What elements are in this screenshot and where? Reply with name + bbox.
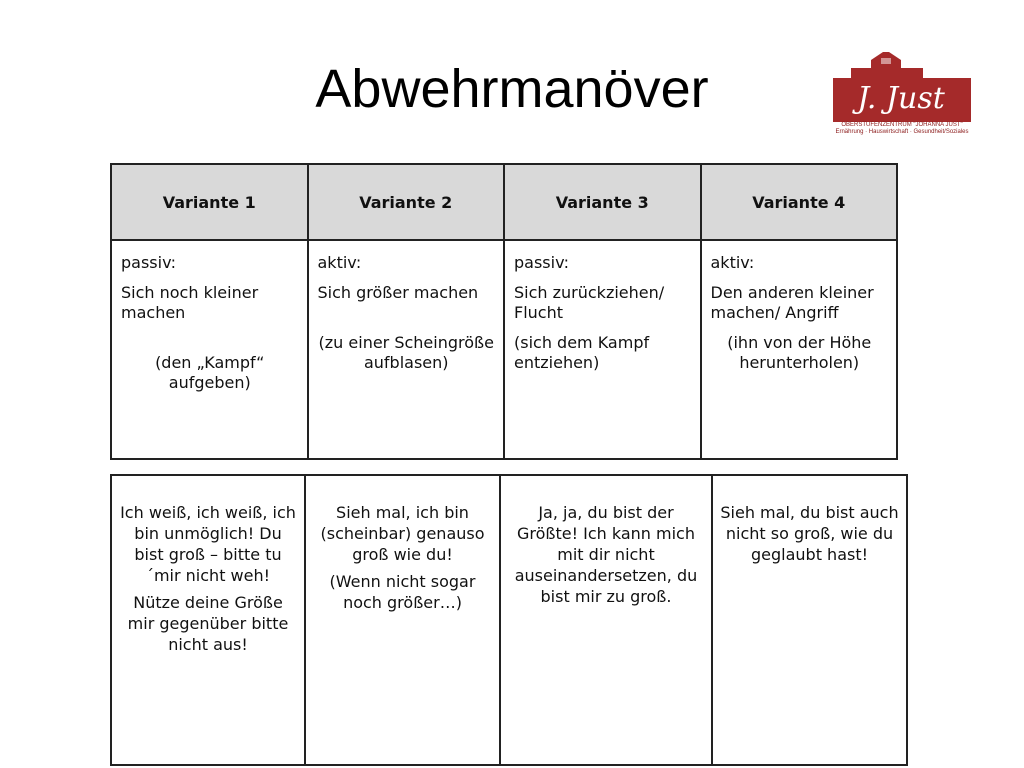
example-cell [305, 475, 500, 765]
variant-action: Den anderen kleiner machen/ Angriff [710, 283, 874, 322]
variant-header: Variante 2 [308, 164, 505, 240]
variant-cell [111, 240, 308, 459]
variant-action: Sich größer machen [317, 283, 479, 302]
examples-row [111, 475, 907, 765]
variant-action: Sich zurückziehen/ Flucht [514, 283, 665, 322]
logo-caption [831, 122, 973, 136]
variant-note: (ihn von der Höhe herunterholen) [727, 333, 872, 372]
example-cell [712, 475, 907, 765]
examples-table [110, 474, 908, 766]
example-main: Ja, ja, du bist der Größte! Ich kann mich mit dir nicht auseinandersetzen, du bist mir zu groß. [514, 503, 698, 606]
logo-line-2: Ernährung · Hauswirtschaft · Gesundheit/Soziales [835, 128, 969, 135]
variant-cell [504, 240, 701, 459]
variant-mode: passiv: [514, 253, 570, 272]
variant-note: (zu einer Scheingröße aufblasen) [318, 333, 494, 372]
variant-action: Sich noch kleiner machen [121, 283, 259, 322]
example-main: Sieh mal, ich bin (scheinbar) genauso groß wie du! [320, 503, 485, 564]
example-main: Ich weiß, ich weiß, ich bin unmöglich! Du bist groß – bitte tu´mir nicht weh! [120, 503, 296, 585]
logo-line-1: OBERSTUFENZENTRUM "JOHANNA JUST" [841, 122, 963, 128]
variant-cell [701, 240, 898, 459]
logo-script: J. Just [857, 81, 945, 116]
variant-note: (den „Kampf“ aufgeben) [155, 353, 265, 392]
example-cell [500, 475, 712, 765]
variant-header: Variante 4 [701, 164, 898, 240]
example-extra: Nütze deine Größe mir gegenüber bitte nicht aus! [127, 593, 289, 654]
variant-header: Variante 3 [504, 164, 701, 240]
variants-body-row [111, 240, 897, 459]
variants-table [110, 163, 898, 460]
variant-mode: aktiv: [710, 253, 755, 272]
variant-header: Variante 1 [111, 164, 308, 240]
example-extra: (Wenn nicht sogar noch größer…) [329, 572, 476, 612]
variant-note: (sich dem Kampf entziehen) [514, 333, 650, 372]
variant-mode: passiv: [121, 253, 177, 272]
example-cell [111, 475, 305, 765]
variants-header-row [111, 164, 897, 240]
variant-cell [308, 240, 505, 459]
page-title: Abwehrmanöver [315, 59, 709, 119]
variant-mode: aktiv: [317, 253, 362, 272]
example-main: Sieh mal, du bist auch nicht so groß, wie du geglaubt hast! [720, 503, 899, 564]
